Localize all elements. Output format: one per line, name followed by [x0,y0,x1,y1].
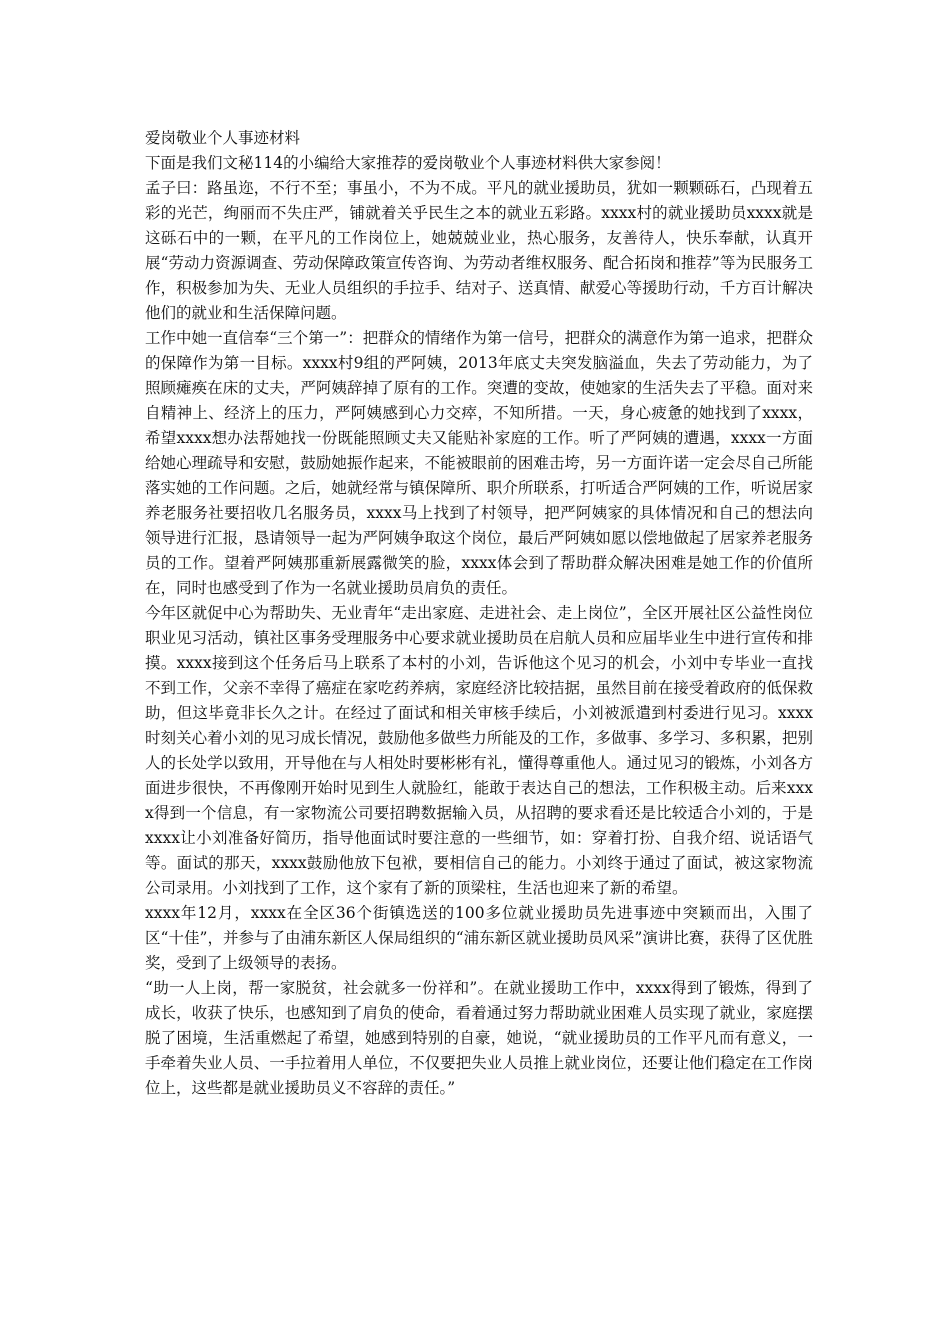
paragraph-award: xxxx年12月，xxxx在全区36个街镇选送的100多位就业援助员先进事迹中突颖而出，入围了区“十佳”，并参与了由浦东新区人保局组织的“浦东新区就业援助员风采”演讲比赛，获得了区优胜奖，受到了上级领导的表扬。 [145,904,813,972]
paragraph-mencius: 孟子曰：路虽迩，不行不至；事虽小，不为不成。平凡的就业援助员，犹如一颗颗砾石，凸现着五彩的光芒，绚丽而不失庄严，铺就着关乎民生之本的就业五彩路。xxxx村的就业援助员xxxx就是这砾石中的一颗，在平凡的工作岗位上，她兢兢业业，热心服务，友善待人，快乐奉献，认真开展“劳动力资源调查、劳动保障政策宣传咨询、为劳动者维权服务、配合拓岗和推荐”等为民服务工作，积极参加为失、无业人员组织的手拉手、结对子、送真情、献爱心等援助行动，千方百计解决他们的就业和生活保障问题。 [145,179,813,322]
paragraph-conclusion: “助一人上岗，帮一家脱贫，社会就多一份祥和”。在就业援助工作中，xxxx得到了锻炼，得到了成长，收获了快乐，也感知到了肩负的使命，看着通过努力帮助就业困难人员实现了就业，家庭摆脱了困境，生活重燃起了希望，她感到特别的自豪，她说，“就业援助员的工作平凡而有意义，一手牵着失业人员、一手拉着用人单位，不仅要把失业人员推上就业岗位，还要让他们稳定在工作岗位上，这些都是就业援助员义不容辞的责任。” [145,979,813,1097]
paragraph-three-firsts: 工作中她一直信奉“三个第一”：把群众的情绪作为第一信号，把群众的满意作为第一追求，把群众的保障作为第一目标。xxxx村9组的严阿姨，2013年底丈夫突发脑溢血，失去了劳动能力，为了照顾瘫痪在床的丈夫，严阿姨辞掉了原有的工作。突遭的变故，使她家的生活失去了平稳。面对来自精神上、经济上的压力，严阿姨感到心力交瘁，不知所措。一天，身心疲惫的她找到了xxxx，希望xxxx想办法帮她找一份既能照顾丈夫又能贴补家庭的工作。听了严阿姨的遭遇，xxxx一方面给她心理疏导和安慰，鼓励她振作起来，不能被眼前的困难击垮，另一方面许诺一定会尽自己所能落实她的工作问题。之后，她就经常与镇保障所、职介所联系，打听适合严阿姨的工作，听说居家养老服务社要招收几名服务员，xxxx马上找到了村领导，把严阿姨家的具体情况和自己的想法向领导进行汇报，恳请领导一起为严阿姨争取这个岗位，最后严阿姨如愿以偿地做起了居家养老服务员的工作。望着严阿姨那重新展露微笑的脸，xxxx体会到了帮助群众解决困难是她工作的价值所在，同时也感受到了作为一名就业援助员肩负的责任。 [145,329,813,597]
document-title: 爱岗敬业个人事迹材料 [145,129,301,147]
paragraph-xiao-liu: 今年区就促中心为帮助失、无业青年“走出家庭、走进社会、走上岗位”，全区开展社区公益性岗位职业见习活动，镇社区事务受理服务中心要求就业援助员在启航人员和应届毕业生中进行宣传和排摸。xxxx接到这个任务后马上联系了本村的小刘，告诉他这个见习的机会，小刘中专毕业一直找不到工作，父亲不幸得了癌症在家吃药养病，家庭经济比较拮据，虽然目前在接受着政府的低保救助，但这毕竟非长久之计。在经过了面试和相关审核手续后，小刘被派遣到村委进行见习。xxxx时刻关心着小刘的见习成长情况，鼓励他多做些力所能及的工作，多做事、多学习、多积累，把别人的长处学以致用，开导他在与人相处时要彬彬有礼，懂得尊重他人。通过见习的锻炼，小刘各方面进步很快，不再像刚开始时见到生人就脸红，能敢于表达自己的想法，工作积极主动。后来xxxx得到一个信息，有一家物流公司要招聘数据输入员，从招聘的要求看还是比较适合小刘的，于是xxxx让小刘准备好简历，指导他面试时要注意的一些细节，如：穿着打扮、自我介绍、说话语气等。面试的那天，xxxx鼓励他放下包袱，要相信自己的能力。小刘终于通过了面试，被这家物流公司录用。小刘找到了工作，这个家有了新的顶梁柱，生活也迎来了新的希望。 [145,604,813,897]
document-body [145,126,813,1101]
intro-paragraph: 下面是我们文秘114的小编给大家推荐的爱岗敬业个人事迹材料供大家参阅！ [145,154,671,172]
